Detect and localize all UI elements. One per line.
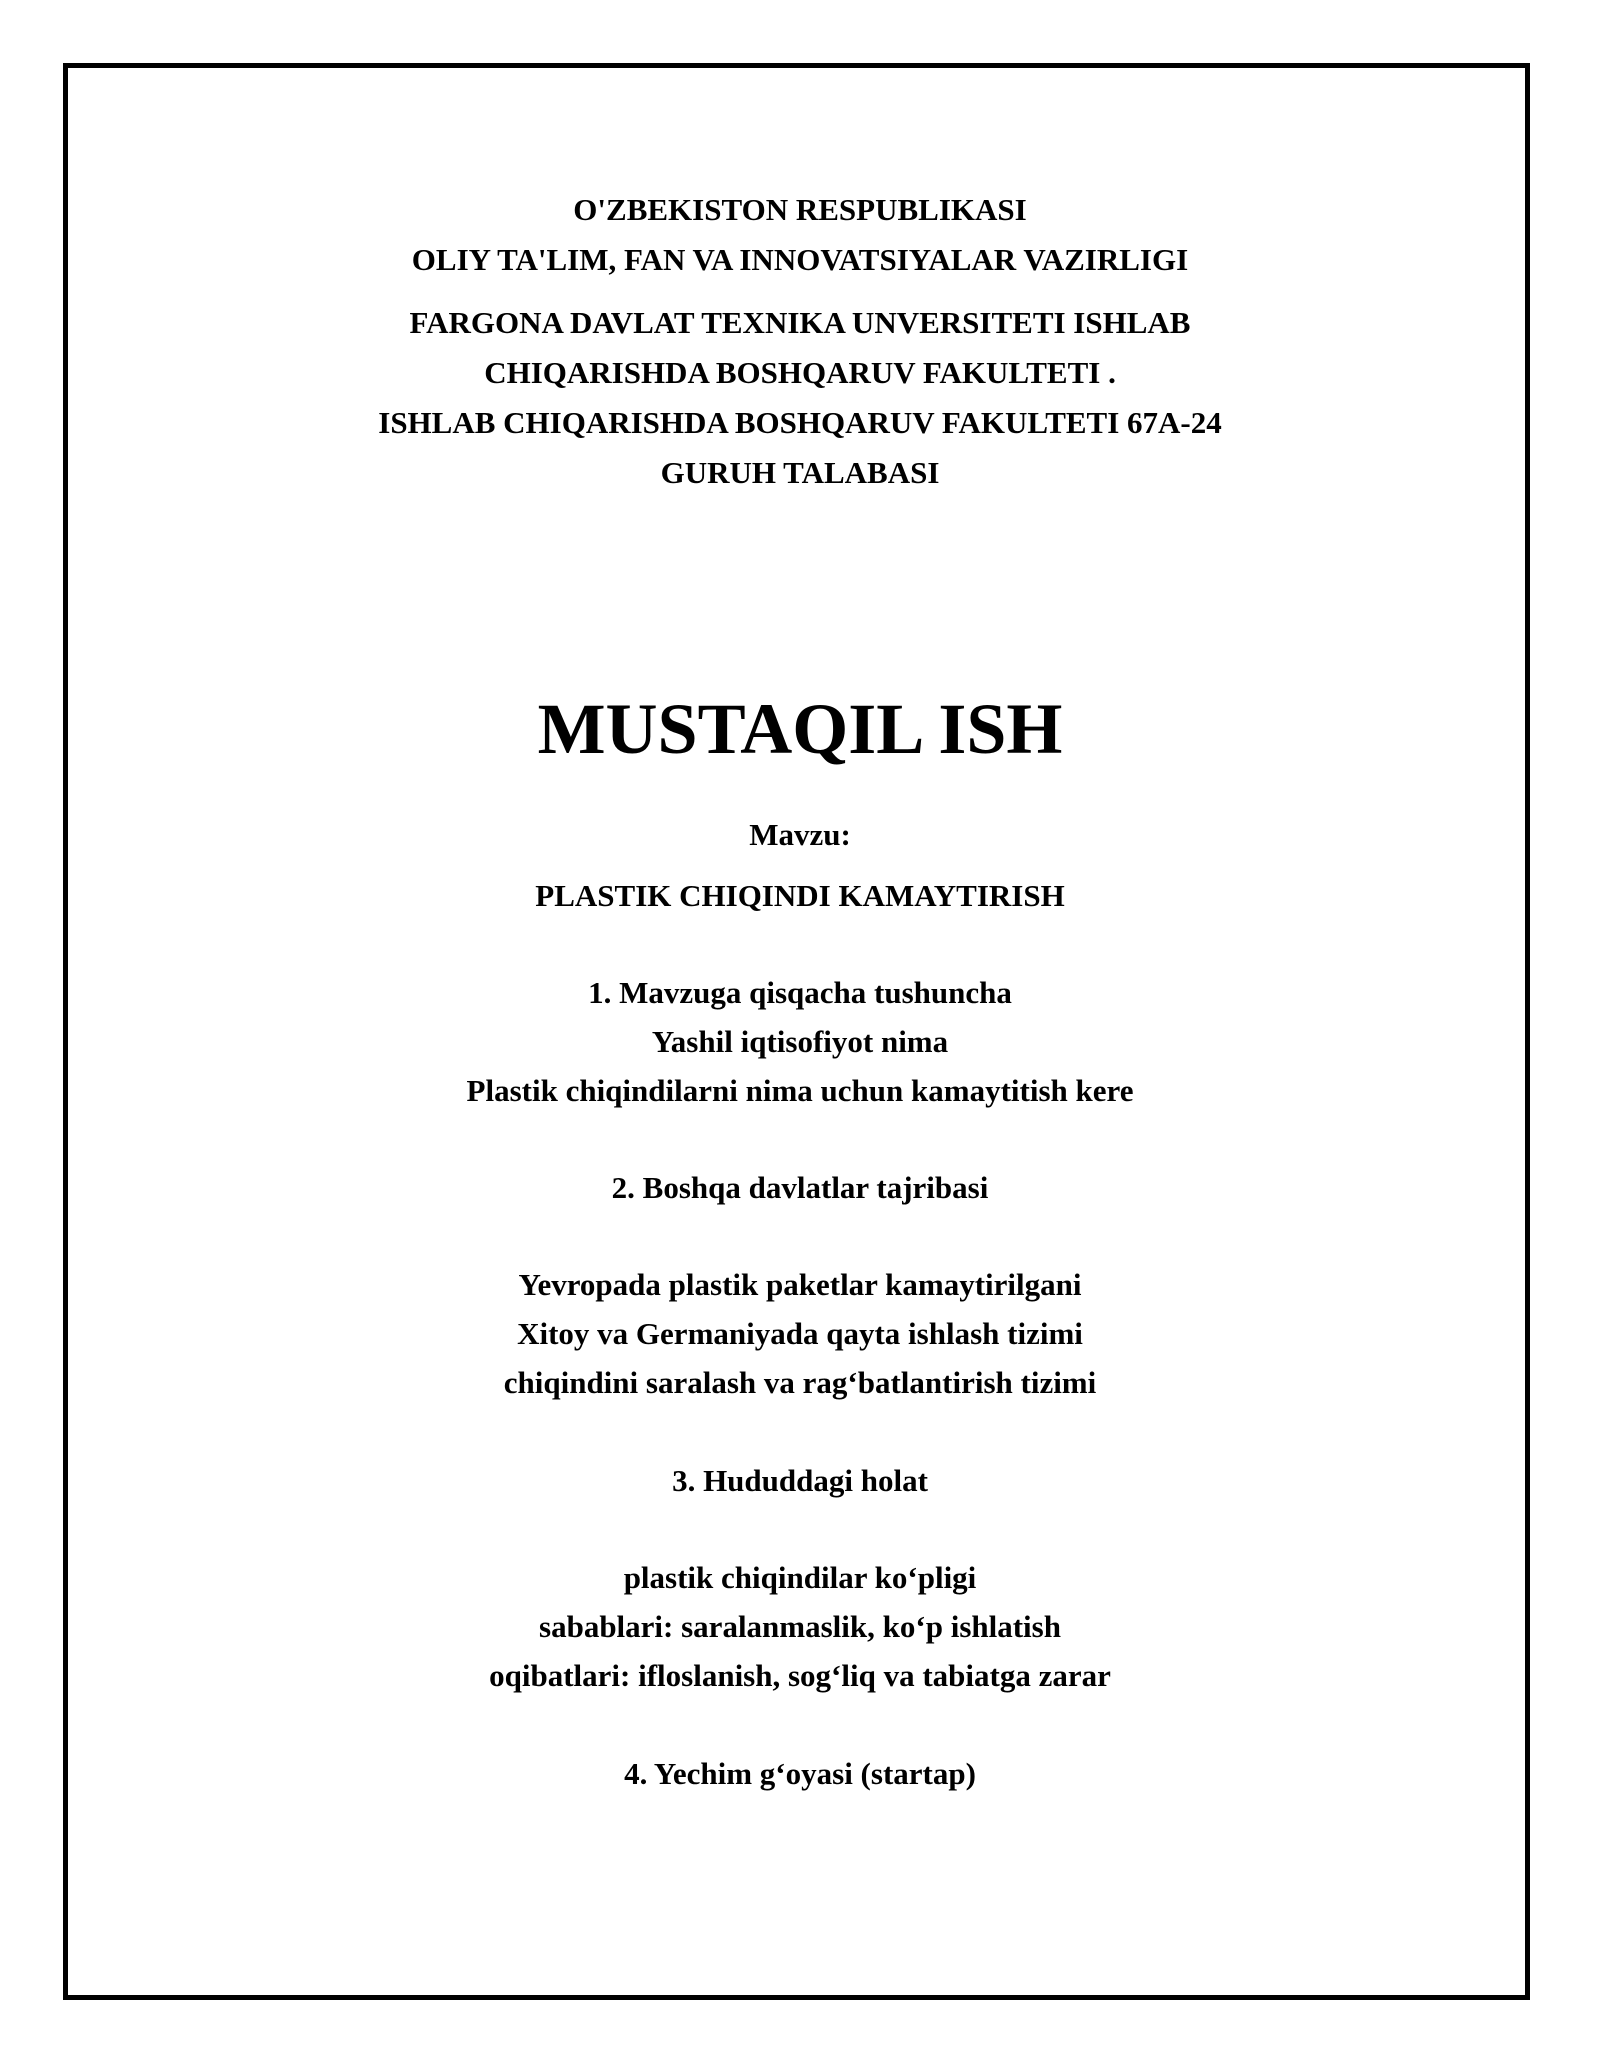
section-item: chiqindini saralash va rag‘batlantirish tizimi	[503, 1365, 1097, 1400]
section-item: Xitoy va Germaniyada qayta ishlash tizimi	[517, 1316, 1083, 1351]
section-item: Yevropada plastik paketlar kamaytirilgani	[518, 1267, 1082, 1302]
section-item: Plastik chiqindilarni nima uchun kamaytitish kere	[466, 1073, 1134, 1108]
institution-line-3: ISHLAB CHIQARISHDA BOSHQARUV FAKULTETI 67A-24	[378, 405, 1222, 440]
topic-title: PLASTIK CHIQINDI KAMAYTIRISH	[535, 878, 1065, 913]
section-heading: 1. Mavzuga qisqacha tushuncha	[588, 975, 1012, 1010]
section-2-heading: 2. Boshqa davlatlar tajribasi	[611, 1170, 989, 1205]
section-1	[0, 968, 1600, 1115]
institution-line-1: FARGONA DAVLAT TEXNIKA UNVERSITETI ISHLAB	[409, 305, 1191, 340]
section-3-items	[0, 1553, 1600, 1700]
ministry-header	[0, 185, 1600, 285]
topic-label: Mavzu:	[749, 817, 851, 852]
institution-block	[0, 298, 1600, 498]
section-4-heading: 4. Yechim g‘oyasi (startap)	[624, 1756, 976, 1791]
header-line-ministry: OLIY TA'LIM, FAN VA INNOVATSIYALAR VAZIRLIGI	[411, 242, 1189, 277]
institution-line-2: CHIQARISHDA BOSHQARUV FAKULTETI .	[484, 355, 1116, 390]
section-item: sabablari: saralanmaslik, ko‘p ishlatish	[539, 1609, 1061, 1644]
institution-line-4: GURUH TALABASI	[660, 455, 940, 490]
section-item: oqibatlari: ifloslanish, sog‘liq va tabiatga zarar	[489, 1658, 1111, 1693]
section-item: plastik chiqindilar ko‘pligi	[623, 1560, 977, 1595]
document-title: MUSTAQIL ISH	[537, 689, 1063, 769]
section-2-items	[0, 1260, 1600, 1407]
section-item: Yashil iqtisofiyot nima	[651, 1024, 949, 1059]
section-3-heading: 3. Hududdagi holat	[672, 1463, 928, 1498]
header-line-country: O'ZBEKISTON RESPUBLIKASI	[573, 192, 1027, 227]
